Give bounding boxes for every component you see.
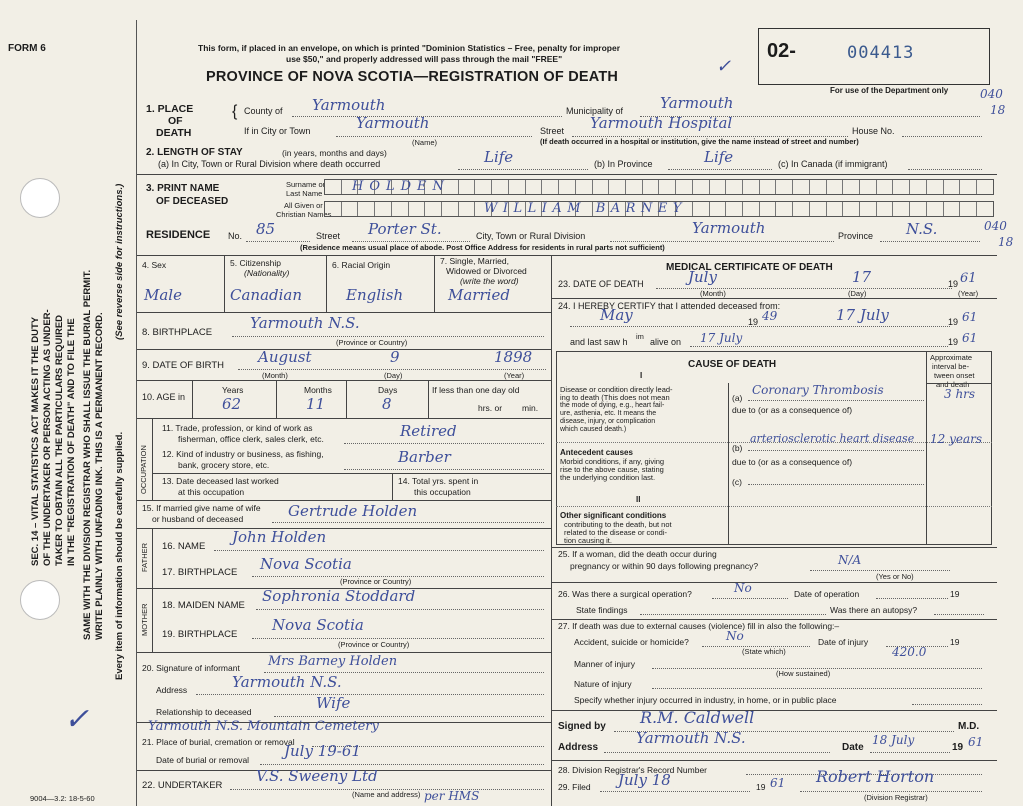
side-text-8: Every item of information should be carefully supplied. [114,431,125,680]
side-text-3: TAKER TO OBTAIN ALL THE PARTICULARS REQUIRED [54,314,65,566]
antecedent-line-3: the underlying condition last. [560,473,656,482]
q12-line [344,469,544,470]
injury-date-label: Date of injury [818,637,869,647]
specify-label: Specify whether injury occurred in industry, in home, or in public place [574,695,837,705]
dob-day-caption: (Day) [384,371,403,380]
last-saw-year[interactable]: 61 [962,331,978,345]
death-year-caption: (Year) [958,289,979,298]
name-label-1: 3. PRINT NAME [146,183,220,194]
findings-line [640,614,826,615]
death-date-label: 23. DATE OF DEATH [558,279,644,289]
residence-province-line [880,241,980,242]
min-label: min. [522,403,539,413]
to-year-prefix: 19 [948,317,959,327]
signer-address-label: Address [558,742,599,753]
marital-label-2: Widowed or Divorced [446,266,527,276]
birthplace-line [232,336,544,337]
residence-division-label: City, Town or Rural Division [476,231,586,241]
check-mark-top: ✓ [716,56,732,77]
antecedent-line-2: rise to the above cause, stating [560,465,664,474]
father-name-line [214,550,544,551]
mailing-note-2: use $50," and properly addressed will pass through the mail "FREE" [286,54,563,64]
years-label: Years [222,385,244,395]
q13-line2: at this occupation [178,487,245,497]
surname-label-2: Last Name [286,189,323,198]
cause-b-value[interactable]: arteriosclerotic heart disease [750,432,915,445]
q14-line1: 14. Total yrs. spent in [398,476,479,486]
given-label-1: All Given or [284,201,323,210]
death-year[interactable]: 61 [960,271,977,286]
city-line [336,136,532,137]
disease-line-2: ing to death (This does not mean [560,393,670,402]
burial-date-value[interactable]: July 19-61 [284,742,361,760]
certify-line [570,326,950,327]
surname-label-1: Surname or [286,180,326,189]
q26-value[interactable]: No [734,581,752,595]
mother-maiden-label: 18. MAIDEN NAME [162,600,245,611]
disease-line-3: the mode of dying, e.g., heart fail- [560,402,665,409]
marital-label-3: (write the word) [460,276,519,286]
registration-number-box [758,28,990,85]
q27-label: 27. If death was due to external causes (violence) fill in also the following:– [558,621,840,631]
antecedent-line-1: Morbid conditions, if any, giving [560,457,665,466]
mother-maiden-value[interactable]: Sophronia Stoddard [262,587,416,605]
age-divider-3 [346,380,347,418]
marital-label-1: 7. Single, Married, [440,256,509,266]
occupation-side-divider [152,418,153,500]
undertaker-label: 22. UNDERTAKER [142,780,223,791]
place-label-2: OF [168,115,183,127]
cause-a-line [748,400,924,401]
street-label: Street [540,126,565,136]
place-label-1: 1. PLACE [146,103,194,115]
occupation-section-label: OCCUPATION [139,445,148,494]
signer-address-line [604,752,830,753]
interval-label-1: Approximate [930,353,973,362]
dob-month-caption: (Month) [262,371,288,380]
other-title: Other significant conditions [560,511,667,520]
relationship-label: Relationship to deceased [156,707,252,717]
residence-code-2: 18 [998,235,1014,249]
antecedent-title: Antecedent causes [560,448,633,457]
other-line-2: related to the disease or condi- [564,528,667,537]
age-rule [137,418,551,419]
cause-title: CAUSE OF DEATH [688,359,777,370]
residence-note: (Residence means usual place of abode. Post Office Address for residents in rural parts not sufficient) [300,243,665,252]
residence-division-value[interactable]: Yarmouth [692,219,766,237]
main-grid-divider [551,255,552,806]
informant-address-value[interactable]: Yarmouth N.S. [232,673,342,691]
birthplace-label: 8. BIRTHPLACE [142,327,213,338]
interval-divider [926,351,927,545]
house-line [902,136,982,137]
birthplace-caption: (Province or Country) [336,338,408,347]
md-label: M.D. [958,721,980,732]
mother-bp-line [252,638,544,639]
q11-value[interactable]: Retired [400,422,457,440]
personal-row-rule [137,312,551,313]
state-which-caption: (State which) [742,647,786,656]
surname-value[interactable]: HOLDEN [352,179,450,194]
injury-year-prefix: 19 [950,637,960,647]
cause-b-label: (b) [732,443,743,453]
residence-division-line [610,241,834,242]
house-label: House No. [852,126,895,136]
undertaker-note: per HMS [424,789,480,803]
residence-label: RESIDENCE [146,229,211,241]
reg-number: 004413 [847,43,915,63]
signed-label: Signed by [558,721,606,732]
occupation-bottom-rule [137,500,551,501]
interval-header-rule [926,383,992,384]
check-mark-side: ✓ [64,702,90,737]
father-side-divider [152,528,153,588]
interval-label-4: and death [936,380,970,389]
last-saw-line [690,346,948,347]
brace-1: { [232,103,238,120]
q25-line1: 25. If a woman, did the death occur during [558,549,717,559]
spouse-rule [137,528,551,529]
registrar-signature[interactable]: Robert Horton [816,767,935,786]
residence-province-label: Province [838,231,874,241]
age-years[interactable]: 62 [222,395,242,413]
residence-street-label: Street [316,231,341,241]
side-text-2: OF THE UNDERTAKER OR PERSON ACTING AS UNDER- [42,309,53,566]
registrar-caption: (Division Registrar) [864,793,928,802]
undertaker-caption: (Name and address) [352,790,421,799]
residence-no-line [246,241,310,242]
spouse-value[interactable]: Gertrude Holden [288,502,418,520]
nature-line [652,688,982,689]
accident-value[interactable]: No [726,629,744,643]
mother-maiden-line [256,609,544,610]
city-caption: (Name) [412,138,438,147]
findings-label: State findings [576,605,628,615]
death-day-caption: (Day) [848,289,867,298]
sign-year[interactable]: 61 [968,735,984,749]
cause-c-line [748,484,924,485]
other-line-3: tion causing it. [564,536,612,545]
given-value[interactable]: WILLIAM BARNEY [484,201,687,216]
cause-c-rule [556,506,992,507]
spouse-line [272,522,544,523]
stay-b-value[interactable]: Life [704,148,734,166]
undertaker-value[interactable]: V.S. Sweeny Ltd [256,767,378,785]
dept-use-label: For use of the Department only [830,86,949,95]
city-label: If in City or Town [244,126,311,136]
residence-no-label: No. [228,231,243,241]
informant-address-label: Address [156,685,188,695]
stay-a-value[interactable]: Life [484,148,514,166]
signer-address-value[interactable]: Yarmouth N.S. [636,729,746,747]
operation-date-label: Date of operation [794,589,860,599]
consequence-b: due to (or as a consequence of) [732,457,853,467]
how-sustained-caption: (How sustained) [776,669,831,678]
months-label: Months [304,385,332,395]
cause-inner-divider [728,383,729,545]
cause-c-label: (c) [732,477,742,487]
disease-line-6: which caused death.) [560,426,627,433]
q28-label: 28. Division Registrar's Record Number [558,765,708,775]
alive-on-label: alive on [650,337,682,347]
filed-year-prefix: 19 [756,782,766,792]
dob-year-caption: (Year) [504,371,525,380]
stay-sub: (in years, months and days) [282,148,387,158]
classification-code: 420.0 [892,645,927,659]
q26-rule [551,619,997,620]
age-divider-4 [428,380,429,418]
interval-label-3: tween onset [934,371,975,380]
form-left-border [136,20,137,806]
roman-one: I [640,371,643,380]
father-bp-value[interactable]: Nova Scotia [260,555,352,573]
side-text-7: (See reverse side for instructions.) [114,183,125,340]
consequence-a: due to (or as a consequence of) [732,405,853,415]
father-section-label: FATHER [140,542,149,572]
q14-line2: this occupation [414,487,471,497]
form-title: PROVINCE OF NOVA SCOTIA—REGISTRATION OF DEATH [206,69,619,85]
residence-code-1: 040 [984,219,1007,233]
marital-value[interactable]: Married [448,286,510,304]
sex-value[interactable]: Male [144,286,182,304]
informant-sig-label: 20. Signature of informant [142,663,240,673]
yes-no-caption: (Yes or No) [876,572,914,581]
burial-date-label: Date of burial or removal [156,755,250,765]
county-value[interactable]: Yarmouth [312,96,386,114]
stay-b-line [668,169,772,170]
side-text-5: SAME WITH THE DIVISION REGISTRAR WHO SHALL ISSUE THE BURIAL PERMIT. [82,269,93,640]
burial-place-label: 21. Place of burial, cremation or removal [142,737,295,747]
roman-two: II [636,495,641,504]
residence-street-line [352,241,470,242]
father-bp-caption: (Province or Country) [340,577,412,586]
binder-hole-top [20,178,60,218]
autopsy-line [934,614,984,615]
main-grid-top-rule [137,255,997,256]
dept-code-1: 040 [980,87,1003,101]
q26-line [712,598,788,599]
place-label-3: DEATH [156,127,192,139]
interval-a-value[interactable]: 3 hrs [944,387,976,401]
relationship-value[interactable]: Wife [316,694,351,712]
interval-label-2: interval be- [932,362,970,371]
spouse-label-2: or husband of deceased [152,514,244,524]
mother-bp-value[interactable]: Nova Scotia [272,616,364,634]
dob-line [238,369,546,370]
mother-section-label: MOTHER [140,603,149,636]
other-line-1: contributing to the death, but not [564,520,672,529]
attended-to[interactable]: 17 July [836,306,889,324]
q29-label: 29. Filed [558,782,591,792]
relationship-line [274,716,544,717]
cause-b-line [748,450,924,451]
side-text-4: IN THE "REGISTRATION OF DEATH" AND TO FILE THE [66,318,77,566]
racial-label: 6. Racial Origin [332,260,391,270]
from-year-prefix: 19 [748,317,759,327]
age-divider-1 [192,380,193,418]
city-value[interactable]: Yarmouth [356,114,430,132]
dob-label: 9. DATE OF BIRTH [142,360,224,371]
hrs-label: hrs. or [478,403,503,413]
informant-sig-value[interactable]: Mrs Barney Holden [268,654,398,669]
q25-rule [551,582,997,583]
birthplace-value[interactable]: Yarmouth N.S. [250,314,360,332]
col-divider-2 [326,255,327,312]
age-label: 10. AGE in [142,392,186,402]
form-number: FORM 6 [8,43,46,54]
less-than-day: If less than one day old [432,385,520,395]
disease-line-1: Disease or condition directly lead- [560,385,673,394]
death-month-caption: (Month) [700,289,726,298]
q26-label: 26. Was there a surgical operation? [558,589,692,599]
last-saw-label: and last saw h [570,337,628,347]
residence-province-value[interactable]: N.S. [906,220,938,238]
mailing-note-1: This form, if placed in an envelope, on which is printed "Dominion Statistics – Free, penalty for improper [198,43,621,53]
col-divider-1 [224,255,225,312]
mother-side-divider [152,588,153,652]
age-months[interactable]: 11 [306,395,326,413]
filed-line [600,791,750,792]
stay-c-label: (c) In Canada (if immigrant) [778,159,888,169]
medical-date-rule [551,298,997,299]
q25-value[interactable]: N/A [838,553,862,567]
death-day[interactable]: 17 [852,268,872,286]
father-name-value[interactable]: John Holden [232,528,327,546]
informant-address-line [196,694,544,695]
filed-year[interactable]: 61 [770,776,786,790]
medical-title: MEDICAL CERTIFICATE OF DEATH [666,262,833,273]
mother-bp-caption: (Province or Country) [338,640,410,649]
sign-date-line [870,752,950,753]
county-label: County of [244,106,283,116]
cause-a-label: (a) [732,393,743,403]
signed-value[interactable]: R.M. Caldwell [640,708,755,727]
stay-a-line [458,169,588,170]
days-label: Days [378,385,398,395]
filed-value[interactable]: July 18 [618,771,671,789]
citizenship-label-2: (Nationality) [244,268,290,278]
dob-day[interactable]: 9 [390,348,400,366]
interval-b-value[interactable]: 12 years [930,432,983,446]
residence-no-value[interactable]: 85 [256,220,276,238]
q12-line2: bank, grocery store, etc. [178,460,270,470]
stay-c-line [908,169,982,170]
specify-line [912,704,982,705]
birthplace-rule [137,349,551,350]
attended-to-year[interactable]: 61 [962,310,978,324]
certify-label: 24. I HEREBY CERTIFY that I attended deceased from: [558,301,781,311]
dob-rule [137,380,551,381]
father-bp-label: 17. BIRTHPLACE [162,567,238,578]
burial-date-line [260,764,544,765]
mother-rule [137,652,551,653]
binder-hole-bottom [20,580,60,620]
mother-bp-label: 19. BIRTHPLACE [162,629,238,640]
burial-place-value[interactable]: Yarmouth N.S. Mountain Cemetery [148,719,379,734]
father-name-label: 16. NAME [162,541,206,552]
stay-label: 2. LENGTH OF STAY [146,147,243,158]
given-label-2: Christian Names [276,210,332,219]
cause-box-bottom-rule [551,547,997,548]
name-label-2: OF DECEASED [156,196,229,207]
dept-code-2: 18 [990,103,1006,117]
municipality-value[interactable]: Yarmouth [660,94,734,112]
operation-year-prefix: 19 [950,589,960,599]
q27-rule [551,710,997,711]
sign-year-prefix: 19 [952,742,964,753]
death-month[interactable]: July [688,268,717,286]
q12-value[interactable]: Barber [398,448,451,466]
death-year-prefix: 19 [948,279,959,289]
stay-a-label: (a) In City, Town or Rural Division where death occurred [158,159,381,169]
q11-line [344,443,544,444]
residence-street-value[interactable]: Porter St. [368,220,442,238]
last-saw-sub: im [636,332,644,341]
citizenship-label-1: 5. Citizenship [230,258,282,268]
racial-value[interactable]: English [346,286,404,304]
q25-line2: pregnancy or within 90 days following pregnancy? [570,561,759,571]
col-divider-3 [434,255,435,312]
registrar-line [800,791,982,792]
autopsy-label: Was there an autopsy? [830,605,918,615]
print-code: 9004—3.2: 18-5-60 [30,794,95,803]
sign-date-label: Date [842,742,864,753]
q25-line [810,570,950,571]
q13-line1: 13. Date deceased last worked [162,476,279,486]
cause-a-value[interactable]: Coronary Thrombosis [752,383,884,397]
reg-prefix: 02- [767,40,796,62]
signature-rule [551,760,997,761]
occupation-rule [152,473,551,474]
age-divider-2 [276,380,277,418]
attended-from-year[interactable]: 49 [762,309,778,323]
municipality-label: Municipality of [566,106,624,116]
nature-label: Nature of injury [574,679,632,689]
operation-date-line [876,598,948,599]
sex-label: 4. Sex [142,260,167,270]
name-section-top-rule [137,174,997,175]
age-days[interactable]: 8 [382,395,392,413]
disease-line-4: ure, asthenia, etc. It means the [560,410,657,417]
occupation-divider [392,473,393,500]
q11-line2: fisherman, office clerk, sales clerk, etc. [178,434,324,444]
spouse-label-1: 15. If married give name of wife [142,503,261,513]
last-saw-value[interactable]: 17 July [700,331,743,345]
dob-year[interactable]: 1898 [494,348,533,366]
stay-b-label: (b) In Province [594,159,653,169]
side-text-1: SEC. 14 – VITAL STATISTICS ACT MAKES IT THE DUTY [30,316,41,566]
citizenship-value[interactable]: Canadian [230,286,303,304]
sign-date-value[interactable]: 18 July [872,733,915,747]
attended-from[interactable]: May [600,306,633,324]
accident-label: Accident, suicide or homicide? [574,637,689,647]
hospital-note: (If death occurred in a hospital or institution, give the name instead of street and number) [540,137,859,146]
q12-line1: 12. Kind of industry or business, as fishing, [162,449,324,459]
disease-line-5: disease, injury, or complication [560,418,656,425]
q11-line1: 11. Trade, profession, or kind of work as [162,423,313,433]
last-saw-year-prefix: 19 [948,337,959,347]
dob-month[interactable]: August [258,348,312,366]
side-text-6: WRITE PLAINLY WITH UNFADING INK. THIS IS A PERMANENT RECORD. [94,312,105,640]
manner-label: Manner of injury [574,659,635,669]
street-value[interactable]: Yarmouth Hospital [590,114,733,132]
